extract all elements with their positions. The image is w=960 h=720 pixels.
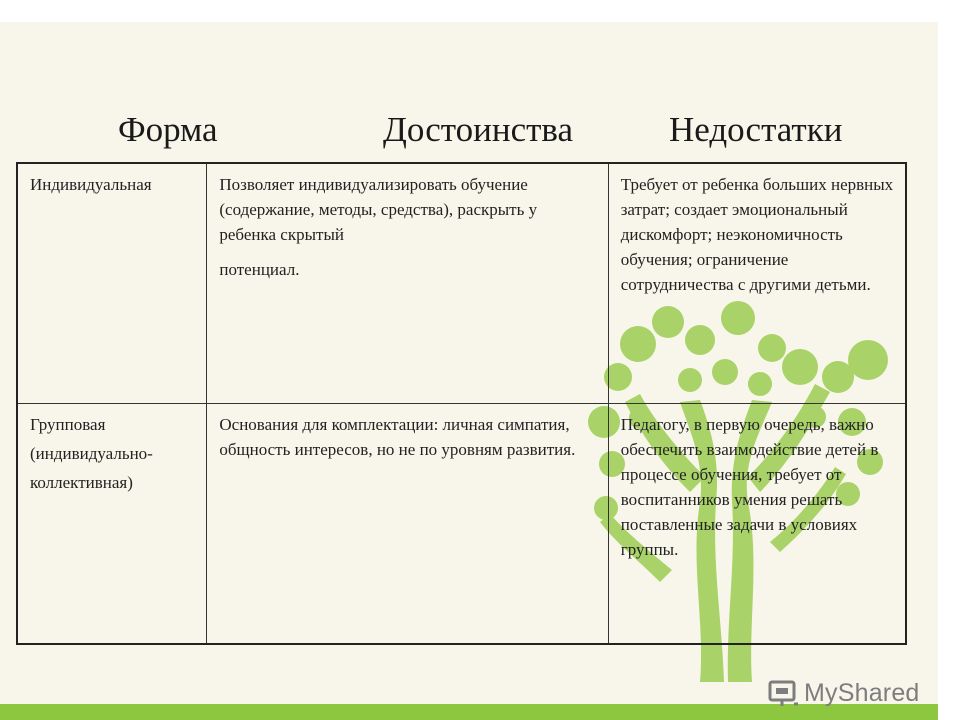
cell-text: потенциал.: [219, 260, 300, 279]
cell-form: [17, 404, 207, 645]
cell-disadvantages: [608, 163, 906, 404]
cell-text: Основания для комплектации: личная симпатия, общность интересов, но не по уровням развития.: [219, 415, 576, 459]
cell-disadvantages: [608, 404, 906, 645]
cell-text: Индивидуальная: [30, 175, 152, 194]
cell-text: Педагогу, в первую очередь, важно обеспечить взаимодействие детей в процессе обучения, требует от воспитанников умения решать поставленные задачи в условиях группы.: [620, 415, 879, 559]
cell-text: Требует от ребенка больших нервных затрат; создает эмоциональный дискомфорт; неэкономичность обучения; ограничение сотрудничества с другими детьми.: [620, 175, 894, 294]
watermark: [768, 678, 920, 708]
header-advantages: Достоинства: [383, 110, 574, 149]
cell-form: [17, 163, 207, 404]
table-row: [17, 404, 906, 645]
slide: [0, 22, 938, 720]
comparison-table: [16, 162, 907, 645]
cell-text: (индивидуально-: [30, 444, 153, 463]
cell-advantages: [207, 163, 608, 404]
presentation-board-icon: [768, 678, 800, 708]
watermark-text: MyShared: [804, 678, 920, 707]
table-row: [17, 163, 906, 404]
cell-text: Групповая: [30, 415, 106, 434]
cell-text: Позволяет индивидуализировать обучение (содержание, методы, средства), раскрыть у ребенка скрытый: [219, 175, 538, 244]
cell-advantages: [207, 404, 608, 645]
header-form: Форма: [118, 110, 218, 149]
header-disadvantages: Недостатки: [669, 110, 843, 149]
cell-text: коллективная): [30, 473, 133, 492]
